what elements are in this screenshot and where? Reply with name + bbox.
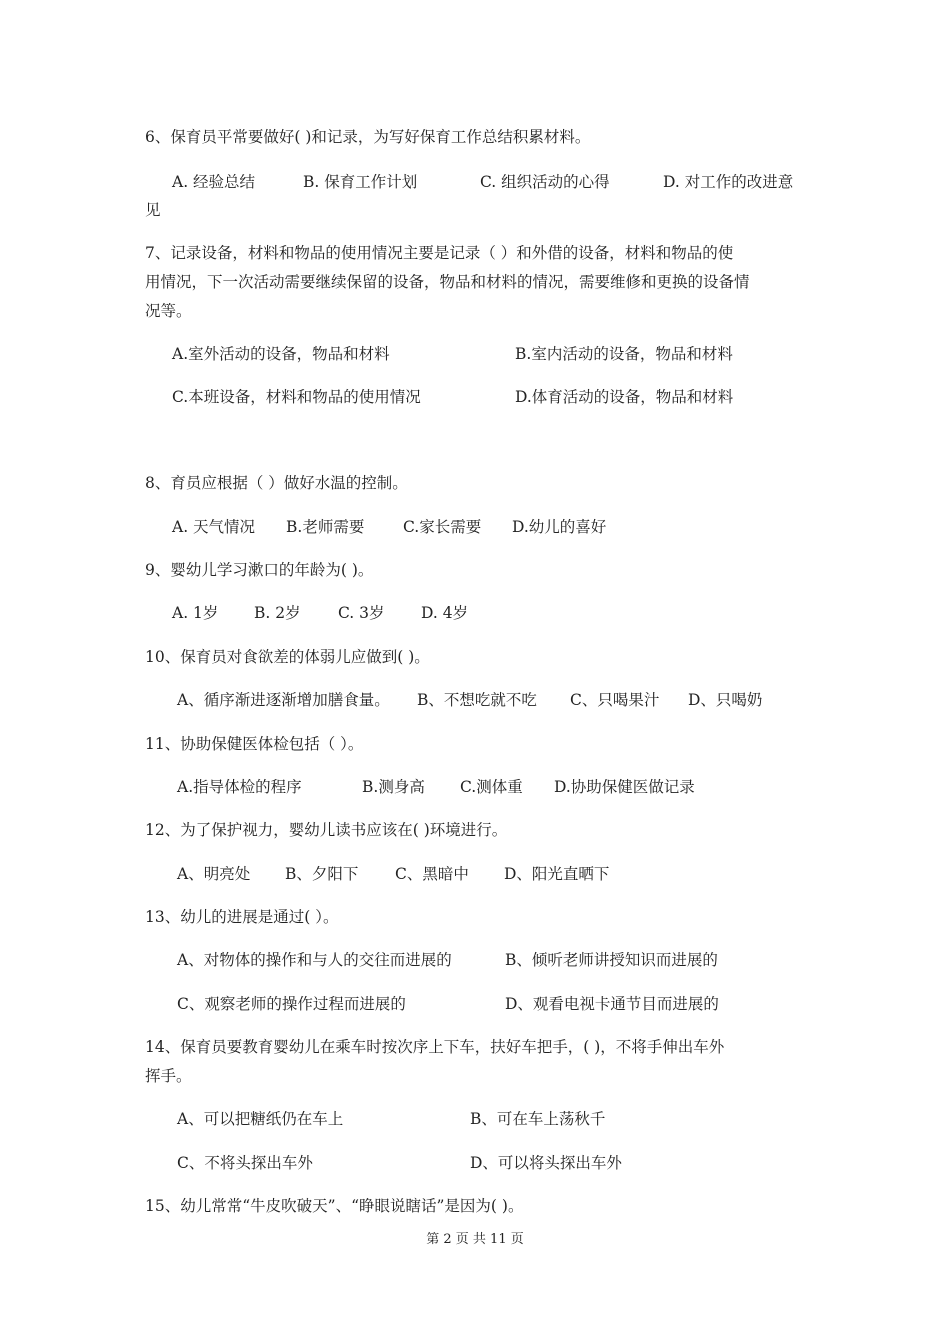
question-10-option-a: A、循序渐进逐渐增加膳食量。 (177, 691, 390, 709)
question-12-option-d: D、阳光直晒下 (504, 865, 610, 883)
question-11-option-b: B.测身高 (362, 778, 425, 796)
question-11-option-c: C.测体重 (460, 778, 523, 796)
question-6-stem: 6、保育员平常要做好( )和记录，为写好保育工作总结积累材料。 (145, 128, 591, 146)
question-8-stem: 8、育员应根据（ ）做好水温的控制。 (145, 474, 408, 492)
question-6-option-b: B. 保育工作计划 (303, 173, 418, 191)
question-14-stem-line-2: 挥手。 (145, 1067, 192, 1085)
question-10-option-d: D、只喝奶 (688, 691, 763, 709)
question-11-option-a: A.指导体检的程序 (177, 778, 302, 796)
question-12-option-b: B、夕阳下 (285, 865, 359, 883)
question-9-option-a: A. 1岁 (172, 604, 219, 622)
question-10-stem: 10、保育员对食欲差的体弱儿应做到( )。 (145, 648, 430, 666)
question-14-option-c: C、不将头探出车外 (177, 1154, 313, 1172)
question-10-option-c: C、只喝果汁 (570, 691, 660, 709)
question-7-option-b: B.室内活动的设备，物品和材料 (515, 345, 733, 363)
question-15-stem: 15、幼儿常常“牛皮吹破天”、“睁眼说瞎话”是因为( )。 (145, 1197, 524, 1215)
page-number-footer: 第 2 页 共 11 页 (426, 1232, 524, 1247)
question-8-option-b: B.老师需要 (286, 518, 365, 536)
question-7-option-c: C.本班设备，材料和物品的使用情况 (172, 388, 421, 406)
question-14-option-d: D、可以将头探出车外 (470, 1154, 622, 1172)
question-13-option-b: B、倾听老师讲授知识而进展的 (505, 951, 718, 969)
question-7-stem-line-2: 用情况，下一次活动需要继续保留的设备，物品和材料的情况，需要维修和更换的设备情 (145, 273, 750, 291)
question-7-stem-line-3: 况等。 (145, 302, 192, 320)
question-9-option-b: B. 2岁 (254, 604, 301, 622)
question-12-stem: 12、为了保护视力，婴幼儿读书应该在( )环境进行。 (145, 821, 508, 839)
question-11-option-d: D.协助保健医做记录 (554, 778, 695, 796)
question-7-stem-line-1: 7、记录设备，材料和物品的使用情况主要是记录（ ）和外借的设备，材料和物品的使 (145, 244, 734, 262)
question-8-option-d: D.幼儿的喜好 (512, 518, 607, 536)
question-12-option-a: A、明亮处 (177, 865, 251, 883)
question-12-option-c: C、黑暗中 (395, 865, 469, 883)
question-6-option-d: D. 对工作的改进意 (663, 173, 794, 191)
question-14-option-a: A、可以把糖纸仍在车上 (177, 1110, 344, 1128)
question-9-option-d: D. 4岁 (421, 604, 469, 622)
question-6-option-d-continuation: 见 (145, 201, 161, 219)
question-13-option-c: C、观察老师的操作过程而进展的 (177, 995, 406, 1013)
question-9-option-c: C. 3岁 (338, 604, 385, 622)
question-13-stem: 13、幼儿的进展是通过( ）。 (145, 908, 339, 926)
question-6-option-c: C. 组织活动的心得 (480, 173, 610, 191)
question-14-stem-line-1: 14、保育员要教育婴幼儿在乘车时按次序上下车，扶好车把手，( )，不将手伸出车外 (145, 1038, 725, 1056)
question-7-option-d: D.体育活动的设备，物品和材料 (515, 388, 734, 406)
question-8-option-c: C.家长需要 (403, 518, 482, 536)
question-14-option-b: B、可在车上荡秋千 (470, 1110, 606, 1128)
question-13-option-a: A、对物体的操作和与人的交往而进展的 (177, 951, 452, 969)
question-7-option-a: A.室外活动的设备，物品和材料 (172, 345, 390, 363)
question-8-option-a: A. 天气情况 (172, 518, 256, 536)
question-11-stem: 11、协助保健医体检包括（ ）。 (145, 735, 364, 753)
question-13-option-d: D、观看电视卡通节目而进展的 (505, 995, 719, 1013)
question-9-stem: 9、婴幼儿学习漱口的年龄为( )。 (145, 561, 374, 579)
question-6-option-a: A. 经验总结 (172, 173, 256, 191)
question-10-option-b: B、不想吃就不吃 (417, 691, 537, 709)
